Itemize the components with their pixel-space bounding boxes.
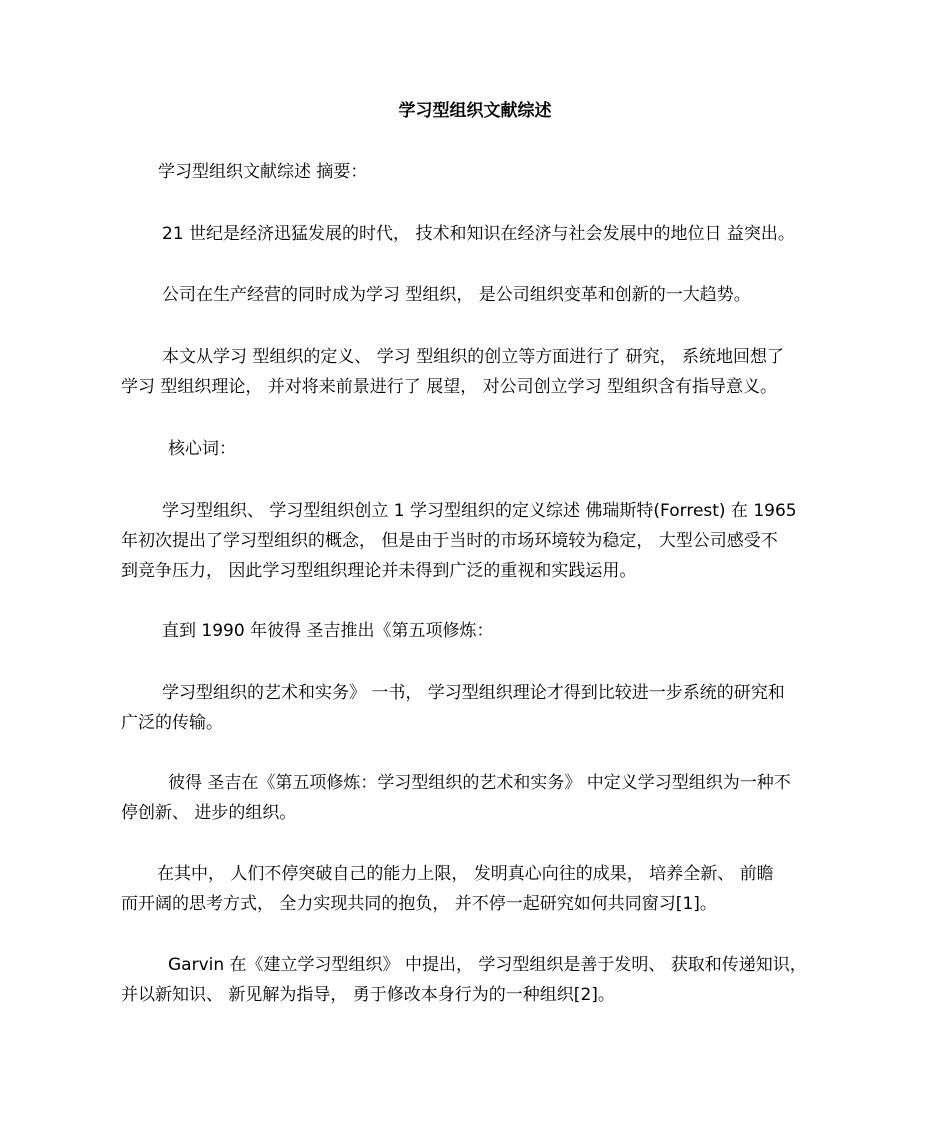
paragraph-line: 而开阔的思考方式， 全力实现共同的抱负， 并不停一起研究如何共同窗习[1]。	[121, 894, 717, 914]
paragraph-line: 公司在生产经营的同时成为学习 型组织， 是公司组织变革和创新的一大趋势。	[162, 285, 751, 305]
paragraph-line: 21 世纪是经济迅猛发展的时代， 技术和知识在经济与社会发展中的地位日 益突出。	[162, 224, 795, 244]
paragraph-line: 年初次提出了学习型组织的概念， 但是由于当时的市场环境较为稳定， 大型公司感受不	[121, 531, 778, 551]
keywords-heading	[168, 434, 880, 464]
abstract-paragraph-2	[162, 280, 874, 310]
paragraph-line: 学习 型组织理论， 并对将来前景进行了 展望， 对公司创立学习 型组织含有指导意义。	[121, 377, 778, 397]
paragraph-line: 学习型组织的艺术和实务》 一书， 学习型组织理论才得到比较进一步系统的研究和	[162, 683, 785, 703]
paragraph-line: Garvin 在《建立学习型组织》 中提出， 学习型组织是善于发明、 获取和传递知识，	[168, 955, 807, 975]
paragraph-line: 彼得 圣吉在《第五项修炼：学习型组织的艺术和实务》 中定义学习型组织为一种不	[168, 773, 791, 793]
paragraph-line: 本文从学习 型组织的定义、 学习 型组织的创立等方面进行了 研究， 系统地回想了	[162, 347, 785, 367]
body-paragraph-5	[121, 859, 833, 919]
paragraph-line: 在其中， 人们不停突破自己的能力上限， 发明真心向往的成果， 培养全新、 前瞻	[157, 864, 774, 884]
abstract-heading	[158, 157, 870, 187]
paragraph-line: 核心词：	[168, 439, 236, 459]
body-paragraph-3	[121, 678, 833, 738]
document-title: 学习型组织文献综述	[398, 101, 552, 121]
paragraph-line: 广泛的传输。	[121, 713, 223, 733]
paragraph-line: 到竞争压力， 因此学习型组织理论并未得到广泛的重视和实践运用。	[121, 561, 637, 581]
paragraph-line: 学习型组织文献综述 摘要：	[158, 162, 368, 182]
body-paragraph-2	[162, 616, 874, 646]
paragraph-line: 并以新知识、 新见解为指导， 勇于修改本身行为的一种组织[2]。	[121, 985, 615, 1005]
abstract-paragraph-1	[162, 219, 874, 249]
abstract-paragraph-3	[121, 342, 833, 402]
paragraph-line: 学习型组织、 学习型组织创立 1 学习型组织的定义综述 佛瑞斯特(Forrest) 在 1965	[162, 501, 797, 521]
paragraph-line: 直到 1990 年彼得 圣吉推出《第五项修炼：	[162, 621, 494, 641]
body-paragraph-6	[121, 950, 833, 1010]
body-paragraph-4	[121, 768, 833, 828]
body-paragraph-1	[121, 496, 833, 586]
paragraph-line: 停创新、 进步的组织。	[121, 803, 297, 823]
